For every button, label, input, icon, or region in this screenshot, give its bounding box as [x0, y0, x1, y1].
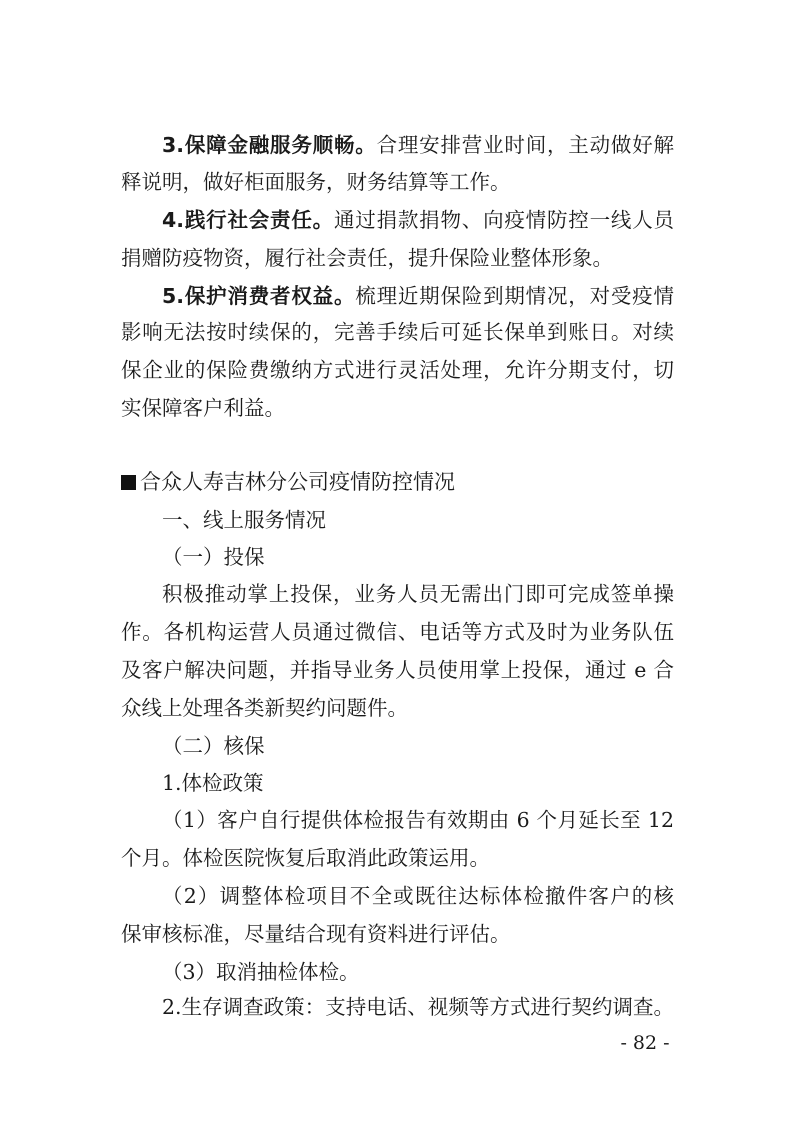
- paragraph-4-heading: 4.践行社会责任。: [162, 208, 334, 232]
- section-title-text: 合众人寿吉林分公司疫情防控情况: [140, 470, 455, 494]
- toubao-line-4: 众线上处理各类新契约问题件。: [121, 696, 408, 720]
- paragraph-5-line-1: [162, 282, 674, 310]
- subheading-hebao: （二）核保: [162, 734, 265, 758]
- clause-1-line-2: 个月。体检医院恢复后取消此政策运用。: [121, 846, 490, 870]
- paragraph-5-text: 梳理近期保险到期情况，对受疫情: [355, 284, 674, 308]
- paragraph-4-line-1: [162, 206, 674, 234]
- square-bullet-icon: [121, 475, 136, 490]
- toubao-line-3: 及客户解决问题，并指导业务人员使用掌上投保，通过 e 合: [121, 658, 674, 682]
- paragraph-4-text: 通过捐款捐物、向疫情防控一线人员: [333, 208, 674, 232]
- clause-2-line-2: 保审核标准，尽量结合现有资料进行评估。: [121, 922, 511, 946]
- paragraph-5-line-2: 影响无法按时续保的，完善手续后可延长保单到账日。对续: [121, 320, 674, 344]
- paragraph-4-line-2: 捐赠防疫物资，履行社会责任，提升保险业整体形象。: [121, 246, 613, 270]
- toubao-line-1: 积极推动掌上投保，业务人员无需出门即可完成签单操: [162, 582, 674, 606]
- subheading-toubao: （一）投保: [162, 545, 265, 569]
- paragraph-3-text: 合理安排营业时间，主动做好解: [376, 133, 674, 157]
- paragraph-5-heading: 5.保护消费者权益。: [162, 284, 356, 308]
- paragraph-5-line-4: 实保障客户利益。: [121, 396, 285, 420]
- paragraph-5-line-3: 保企业的保险费缴纳方式进行灵活处理，允许分期支付，切: [121, 358, 674, 382]
- paragraph-3-line-2: 释说明，做好柜面服务，财务结算等工作。: [121, 170, 511, 194]
- page-number: - 82 -: [620, 1032, 670, 1054]
- subheading-online-service: 一、线上服务情况: [162, 508, 326, 532]
- clause-2-line-1: （2）调整体检项目不全或既往达标体检撤件客户的核: [162, 884, 674, 908]
- clause-1-line-1: （1）客户自行提供体检报告有效期由 6 个月延长至 12: [162, 808, 674, 832]
- paragraph-3-heading: 3.保障金融服务顺畅。: [162, 133, 377, 157]
- paragraph-3-line-1: [162, 131, 674, 159]
- item-2-title: 2.生存调查政策：支持电话、视频等方式进行契约调查。: [162, 995, 674, 1019]
- clause-3: （3）取消抽检体检。: [162, 960, 360, 984]
- item-1-title: 1.体检政策: [162, 771, 264, 795]
- toubao-line-2: 作。各机构运营人员通过微信、电话等方式及时为业务队伍: [121, 620, 674, 644]
- section-title: [121, 468, 455, 496]
